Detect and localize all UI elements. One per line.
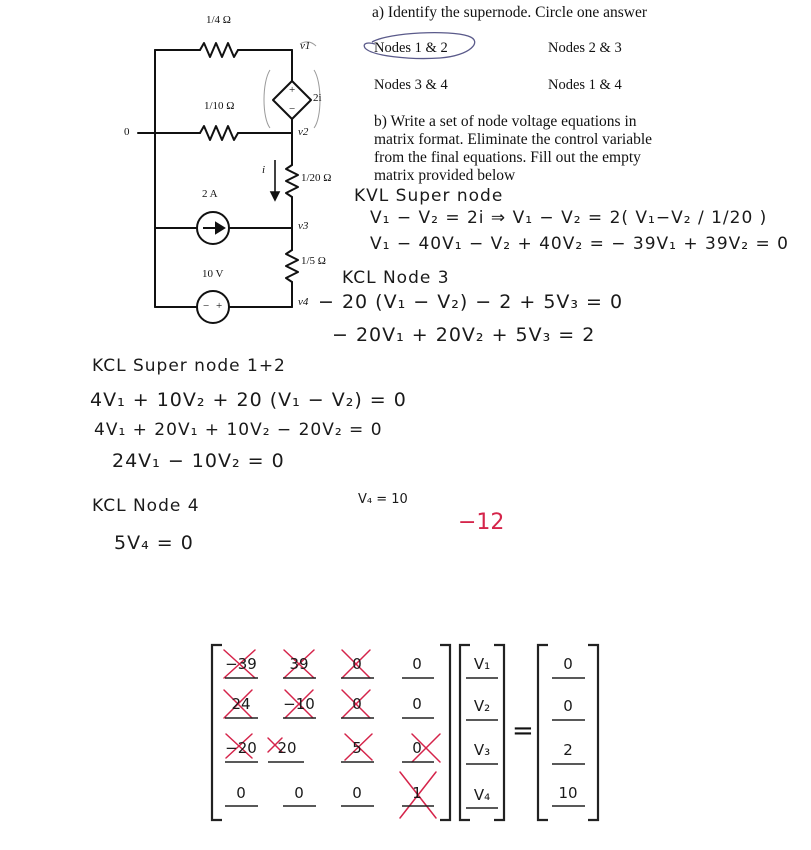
equals-sign: =	[512, 716, 534, 746]
question-b-line-1: b) Write a set of node voltage equations in	[374, 113, 637, 130]
coef-matrix-right-bracket	[440, 645, 450, 820]
node-v2-label: v2	[298, 126, 309, 138]
kcl-supernode-line-2: 4V₁ + 20V₁ + 10V₂ − 20V₂ = 0	[94, 420, 383, 440]
rhs-r3: 2	[563, 741, 573, 759]
matrix-cell-r3c1: −20	[225, 739, 257, 757]
kcl-supernode-line-1: 4V₁ + 10V₂ + 20 (V₁ − V₂) = 0	[90, 389, 407, 411]
rhs-r4: 10	[558, 784, 578, 802]
resistor-twentieth-label: 1/20 Ω	[301, 172, 332, 184]
matrix-cell-r4c1: 0	[236, 784, 246, 802]
matrix-cell-r2c2: −10	[283, 695, 315, 713]
kcl-supernode-line-3: 24V₁ − 10V₂ = 0	[112, 450, 285, 472]
voltage-source	[197, 291, 229, 323]
option-nodes-2-3[interactable]: Nodes 2 & 3	[548, 40, 622, 56]
var-v4: V₄	[473, 786, 491, 804]
question-b-line-2: matrix format. Eliminate the control variable	[374, 131, 653, 148]
kvl-title: KVL Super node	[354, 186, 504, 206]
question-a-prompt: a) Identify the supernode. Circle one answer	[372, 4, 648, 21]
kvl-line-1: V₁ − V₂ = 2i ⇒ V₁ − V₂ = 2( V₁−V₂ / 1/20 )	[370, 208, 768, 228]
option-nodes-1-4[interactable]: Nodes 1 & 4	[548, 77, 622, 93]
dependent-source-label: 2i	[313, 92, 322, 104]
var-v1: V₁	[473, 655, 491, 673]
matrix-cell-r1c1: −39	[225, 655, 257, 673]
kcl-node3-line-2: − 20V₁ + 20V₂ + 5V₃ = 2	[332, 324, 596, 346]
matrix-cell-r3c2: 20	[277, 739, 297, 757]
resistor-quarter-label: 1/4 Ω	[206, 14, 231, 26]
matrix-cell-r1c2: 39	[289, 655, 309, 673]
node-v1-label: v1	[300, 40, 311, 52]
matrix-cell-r4c2: 0	[294, 784, 304, 802]
dep-source-minus: −	[289, 103, 296, 115]
resistor-twentieth	[286, 165, 298, 197]
resistor-quarter	[200, 43, 238, 57]
kcl-node4-line-1: 5V₄ = 0	[114, 532, 194, 554]
rhs-r2: 0	[563, 697, 573, 715]
matrix-cell-r1c4: 0	[412, 655, 422, 673]
var-v3: V₃	[473, 741, 491, 759]
kcl-node3-title: KCL Node 3	[342, 268, 450, 288]
dep-source-plus: +	[289, 84, 296, 96]
resistor-tenth	[200, 126, 238, 140]
matrix-cell-r4c4: 1	[412, 784, 422, 802]
node-v4-label: v4	[298, 296, 309, 308]
matrix-cell-r4c3: 0	[352, 784, 362, 802]
voltage-source-label: 10 V	[202, 268, 224, 280]
kvl-line-2: V₁ − 40V₁ − V₂ + 40V₂ = − 39V₁ + 39V₂ = 0	[370, 234, 789, 254]
kcl-node3-line-1: − 20 (V₁ − V₂) − 2 + 5V₃ = 0	[318, 291, 624, 313]
matrix-cell-r1c3: 0	[352, 655, 362, 673]
matrix-cell-r2c3: 0	[352, 695, 362, 713]
node-v3-label: v3	[298, 220, 309, 232]
option-nodes-3-4[interactable]: Nodes 3 & 4	[374, 77, 448, 93]
question-b-line-3: from the final equations. Fill out the empty	[374, 149, 641, 166]
resistor-tenth-label: 1/10 Ω	[204, 100, 235, 112]
var-v2: V₂	[473, 697, 491, 715]
control-current-label: i	[262, 164, 266, 176]
matrix-cell-r2c4: 0	[412, 695, 422, 713]
matrix-cell-r2c1: 24	[231, 695, 251, 713]
ground-node-label: 0	[124, 126, 130, 138]
kcl-node4-title: KCL Node 4	[92, 496, 200, 516]
kcl-supernode-title: KCL Super node 1+2	[92, 356, 286, 376]
rhs-r1: 0	[563, 655, 573, 673]
voltage-source-plus: +	[216, 300, 223, 312]
option-nodes-1-2[interactable]: Nodes 1 & 2	[374, 40, 448, 56]
resistor-fifth-label: 1/5 Ω	[301, 255, 326, 267]
matrix-cell-r3c4: 0	[412, 739, 422, 757]
score-mark: −12	[458, 510, 505, 535]
matrix-cell-r3c3: 5	[352, 739, 362, 757]
question-b-line-4: matrix provided below	[374, 167, 516, 184]
v4-note: V₄ = 10	[358, 492, 408, 507]
current-source-label: 2 A	[202, 188, 218, 200]
voltage-source-minus: −	[203, 300, 210, 312]
resistor-fifth	[286, 250, 298, 282]
